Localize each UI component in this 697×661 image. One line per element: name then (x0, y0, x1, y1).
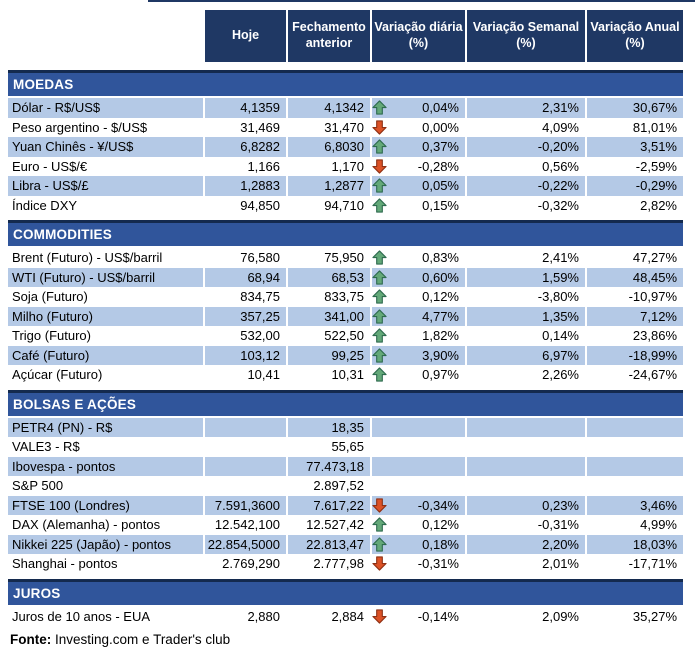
variacao-diaria-value: 0,12% (422, 517, 459, 533)
cell-variacao-diaria (372, 287, 465, 307)
table-row-wti-futuro-us-barril (8, 268, 683, 288)
cell-fechamento-anterior: 55,65 (331, 439, 364, 455)
variacao-diaria-value: 0,04% (422, 100, 459, 116)
cell-variacao-semanal: 2,09% (542, 608, 579, 624)
cell-hoje: 357,25 (205, 307, 286, 327)
cell-hoje: 10,41 (247, 367, 280, 383)
cell-variacao-anual: -24,67% (628, 367, 677, 383)
cell-fechamento-anterior: 6,8030 (288, 137, 370, 157)
up-arrow-icon (372, 517, 388, 532)
variacao-diaria-value: 0,15% (422, 197, 459, 213)
cell-fechamento-anterior: 75,950 (324, 250, 364, 266)
variacao-diaria-value: 0,37% (422, 139, 459, 155)
variacao-diaria-value: 0,83% (422, 250, 459, 266)
cell-fechamento-anterior: 1,170 (331, 158, 364, 174)
cell-variacao-diaria (372, 365, 465, 385)
cell-fechamento-anterior: 94,710 (324, 197, 364, 213)
cell-fechamento-anterior: 99,25 (288, 346, 370, 366)
cell-variacao-diaria (372, 437, 465, 457)
variacao-diaria-value: 0,12% (422, 289, 459, 305)
cell-variacao-anual: -10,97% (628, 289, 677, 305)
cell-fechamento-anterior: 2.897,52 (313, 478, 364, 494)
cell-hoje: 103,12 (205, 346, 286, 366)
cell-variacao-semanal: 0,56% (542, 158, 579, 174)
cell-variacao-diaria (372, 157, 465, 177)
cell-variacao-anual: -17,71% (628, 556, 677, 572)
cell-variacao-diaria (372, 496, 465, 516)
variacao-diaria-value: 0,00% (422, 119, 459, 135)
cell-hoje: 94,850 (240, 197, 280, 213)
cell-hoje: 834,75 (240, 289, 280, 305)
cell-variacao-semanal (467, 476, 585, 496)
cell-variacao-anual: 47,27% (632, 250, 677, 266)
cell-variacao-anual (587, 476, 683, 496)
row-label: Soja (Futuro) (12, 289, 88, 305)
row-label: Dólar - R$/US$ (8, 98, 203, 118)
section-header-commodities: COMMODITIES (8, 220, 683, 246)
cell-fechamento-anterior: 2.777,98 (313, 556, 364, 572)
cell-variacao-diaria (372, 346, 465, 366)
cell-hoje: 6,8282 (205, 137, 286, 157)
cell-variacao-anual: 3,51% (587, 137, 683, 157)
up-arrow-icon (372, 178, 388, 193)
table-row-yuan-chines-us (8, 137, 683, 157)
row-label: Brent (Futuro) - US$/barril (12, 250, 163, 266)
up-arrow-icon (372, 309, 388, 324)
down-arrow-icon (372, 609, 388, 624)
cell-variacao-anual: 48,45% (587, 268, 683, 288)
table-row-indice-dxy (8, 196, 683, 216)
cell-fechamento-anterior: 77.473,18 (288, 457, 370, 477)
cell-variacao-semanal: -0,31% (537, 517, 579, 533)
cell-variacao-anual: -0,29% (587, 176, 683, 196)
cell-variacao-semanal (467, 437, 585, 457)
cell-variacao-anual: -18,99% (587, 346, 683, 366)
cell-variacao-semanal: 2,01% (542, 556, 579, 572)
header-empty-cell (8, 10, 203, 62)
cell-variacao-semanal: 2,41% (542, 250, 579, 266)
cell-variacao-diaria (372, 554, 465, 574)
cell-variacao-diaria (372, 535, 465, 555)
cell-hoje: 4,1359 (205, 98, 286, 118)
row-label: Trigo (Futuro) (12, 328, 91, 344)
cell-variacao-diaria (372, 137, 465, 157)
table-row-trigo-futuro (8, 326, 683, 346)
cell-variacao-diaria (372, 515, 465, 535)
cell-variacao-anual: 3,46% (587, 496, 683, 516)
cell-variacao-diaria (372, 307, 465, 327)
cell-variacao-diaria (372, 248, 465, 268)
cell-fechamento-anterior: 68,53 (288, 268, 370, 288)
cell-hoje (205, 476, 286, 496)
cell-variacao-diaria (372, 196, 465, 216)
table-row-juros-de-10-anos-eua (8, 607, 683, 627)
cell-variacao-semanal: -0,22% (467, 176, 585, 196)
cell-variacao-semanal: 2,31% (467, 98, 585, 118)
cell-hoje: 2,880 (247, 608, 280, 624)
down-arrow-icon (372, 120, 388, 135)
table-row-s-p-500 (8, 476, 683, 496)
row-label: Juros de 10 anos - EUA (12, 608, 151, 624)
cell-hoje: 532,00 (240, 328, 280, 344)
column-header-variacao-semanal: Variação Semanal (%) (467, 10, 585, 62)
table-row-ibovespa-pontos (8, 457, 683, 477)
up-arrow-icon (372, 367, 388, 382)
cell-variacao-diaria (372, 326, 465, 346)
cell-variacao-anual: 7,12% (587, 307, 683, 327)
cell-fechamento-anterior: 833,75 (324, 289, 364, 305)
cell-hoje: 31,469 (240, 119, 280, 135)
source-note (8, 632, 683, 647)
cell-hoje (205, 457, 286, 477)
column-header-fechamento-anterior: Fechamento anterior (288, 10, 370, 62)
row-label: S&P 500 (12, 478, 64, 494)
row-label: FTSE 100 (Londres) (8, 496, 203, 516)
cell-variacao-semanal: -0,20% (467, 137, 585, 157)
cell-variacao-diaria (372, 98, 465, 118)
row-label: Ibovespa - pontos (8, 457, 203, 477)
cell-fechamento-anterior: 12.527,42 (306, 517, 364, 533)
row-label: Nikkei 225 (Japão) - pontos (8, 535, 203, 555)
up-arrow-icon (372, 270, 388, 285)
table-row-vale3-r (8, 437, 683, 457)
variacao-diaria-value: 3,90% (422, 347, 459, 363)
table-row-ftse-100-londres (8, 496, 683, 516)
column-header-variacao-diaria: Variação diária (%) (372, 10, 465, 62)
row-label: VALE3 - R$ (12, 439, 80, 455)
cell-variacao-semanal: -3,80% (537, 289, 579, 305)
cell-variacao-anual: -2,59% (635, 158, 677, 174)
table-row-milho-futuro (8, 307, 683, 327)
cell-variacao-anual: 23,86% (632, 328, 677, 344)
section-header-bolsas-e-acoes: BOLSAS E AÇÕES (8, 390, 683, 416)
cell-fechamento-anterior: 18,35 (288, 418, 370, 438)
row-label: Açúcar (Futuro) (12, 367, 103, 383)
table-row-cafe-futuro (8, 346, 683, 366)
row-label: Libra - US$/£ (8, 176, 203, 196)
cell-fechamento-anterior: 2,884 (331, 608, 364, 624)
cell-variacao-diaria (372, 607, 465, 627)
cell-fechamento-anterior: 7.617,22 (288, 496, 370, 516)
section-header-juros: JUROS (8, 579, 683, 605)
cell-variacao-anual (587, 437, 683, 457)
cell-fechamento-anterior: 1,2877 (288, 176, 370, 196)
up-arrow-icon (372, 250, 388, 265)
variacao-diaria-value: 0,97% (422, 367, 459, 383)
cell-variacao-anual (587, 457, 683, 477)
up-arrow-icon (372, 139, 388, 154)
cell-variacao-anual: 35,27% (632, 608, 677, 624)
table-row-soja-futuro (8, 287, 683, 307)
row-label: Milho (Futuro) (8, 307, 203, 327)
variacao-diaria-value: -0,31% (417, 556, 459, 572)
cell-variacao-semanal: 0,14% (542, 328, 579, 344)
variacao-diaria-value: 0,60% (422, 269, 459, 285)
cell-hoje: 76,580 (240, 250, 280, 266)
column-header-hoje: Hoje (205, 10, 286, 62)
column-header-variacao-anual: Variação Anual (%) (587, 10, 683, 62)
cell-hoje (205, 437, 286, 457)
cell-variacao-semanal (467, 418, 585, 438)
row-label: Índice DXY (12, 197, 78, 213)
variacao-diaria-value: 0,18% (422, 536, 459, 552)
row-label: Yuan Chinês - ¥/US$ (8, 137, 203, 157)
section-header-moedas: MOEDAS (8, 70, 683, 96)
cell-variacao-diaria (372, 457, 465, 477)
cell-hoje: 22.854,5000 (205, 535, 286, 555)
table-row-nikkei-225-japao-pontos (8, 535, 683, 555)
cell-variacao-semanal (467, 457, 585, 477)
cell-variacao-semanal: 4,09% (542, 119, 579, 135)
top-border-line (148, 0, 695, 2)
row-label: Shanghai - pontos (12, 556, 118, 572)
cell-variacao-anual: 4,99% (640, 517, 677, 533)
market-report-table (8, 10, 683, 647)
cell-variacao-semanal: -0,32% (537, 197, 579, 213)
cell-fechamento-anterior: 4,1342 (288, 98, 370, 118)
up-arrow-icon (372, 348, 388, 363)
table-row-dolar-r-us (8, 98, 683, 118)
cell-hoje: 1,2883 (205, 176, 286, 196)
source-label: Fonte: (10, 632, 52, 647)
cell-variacao-diaria (372, 418, 465, 438)
row-label: Café (Futuro) (8, 346, 203, 366)
cell-hoje: 12.542,100 (214, 517, 280, 533)
cell-fechamento-anterior: 522,50 (324, 328, 364, 344)
cell-fechamento-anterior: 22.813,47 (288, 535, 370, 555)
cell-variacao-diaria (372, 118, 465, 138)
table-body (8, 70, 683, 626)
down-arrow-icon (372, 498, 388, 513)
table-row-shanghai-pontos (8, 554, 683, 574)
cell-hoje: 68,94 (205, 268, 286, 288)
table-row-euro-us (8, 157, 683, 177)
table-row-peso-argentino-us (8, 118, 683, 138)
up-arrow-icon (372, 289, 388, 304)
variacao-diaria-value: -0,14% (417, 608, 459, 624)
cell-variacao-anual: 30,67% (587, 98, 683, 118)
table-row-acucar-futuro (8, 365, 683, 385)
cell-variacao-anual: 18,03% (587, 535, 683, 555)
source-text: Investing.com e Trader's club (55, 632, 231, 647)
cell-variacao-anual (587, 418, 683, 438)
cell-variacao-diaria (372, 476, 465, 496)
table-row-brent-futuro-us-barril (8, 248, 683, 268)
table-header (8, 10, 683, 62)
cell-variacao-semanal: 1,35% (467, 307, 585, 327)
cell-variacao-semanal: 0,23% (467, 496, 585, 516)
cell-hoje: 2.769,290 (222, 556, 280, 572)
cell-fechamento-anterior: 10,31 (331, 367, 364, 383)
variacao-diaria-value: 0,05% (422, 178, 459, 194)
up-arrow-icon (372, 198, 388, 213)
row-label: WTI (Futuro) - US$/barril (8, 268, 203, 288)
row-label: DAX (Alemanha) - pontos (12, 517, 161, 533)
up-arrow-icon (372, 100, 388, 115)
down-arrow-icon (372, 159, 388, 174)
cell-variacao-semanal: 2,20% (467, 535, 585, 555)
variacao-diaria-value: 4,77% (422, 308, 459, 324)
cell-fechamento-anterior: 341,00 (288, 307, 370, 327)
row-label: Euro - US$/€ (12, 158, 88, 174)
cell-variacao-semanal: 1,59% (467, 268, 585, 288)
cell-variacao-diaria (372, 176, 465, 196)
cell-variacao-semanal: 6,97% (467, 346, 585, 366)
cell-variacao-semanal: 2,26% (542, 367, 579, 383)
cell-variacao-anual: 81,01% (632, 119, 677, 135)
table-row-petr4-pn-r (8, 418, 683, 438)
cell-hoje (205, 418, 286, 438)
up-arrow-icon (372, 537, 388, 552)
row-label: PETR4 (PN) - R$ (8, 418, 203, 438)
cell-hoje: 1,166 (247, 158, 280, 174)
down-arrow-icon (372, 556, 388, 571)
table-row-libra-us (8, 176, 683, 196)
cell-variacao-anual: 2,82% (640, 197, 677, 213)
table-row-dax-alemanha-pontos (8, 515, 683, 535)
variacao-diaria-value: 1,82% (422, 328, 459, 344)
cell-fechamento-anterior: 31,470 (324, 119, 364, 135)
row-label: Peso argentino - $/US$ (12, 119, 148, 135)
variacao-diaria-value: -0,28% (417, 158, 459, 174)
cell-variacao-diaria (372, 268, 465, 288)
cell-hoje: 7.591,3600 (205, 496, 286, 516)
variacao-diaria-value: -0,34% (417, 497, 459, 513)
up-arrow-icon (372, 328, 388, 343)
